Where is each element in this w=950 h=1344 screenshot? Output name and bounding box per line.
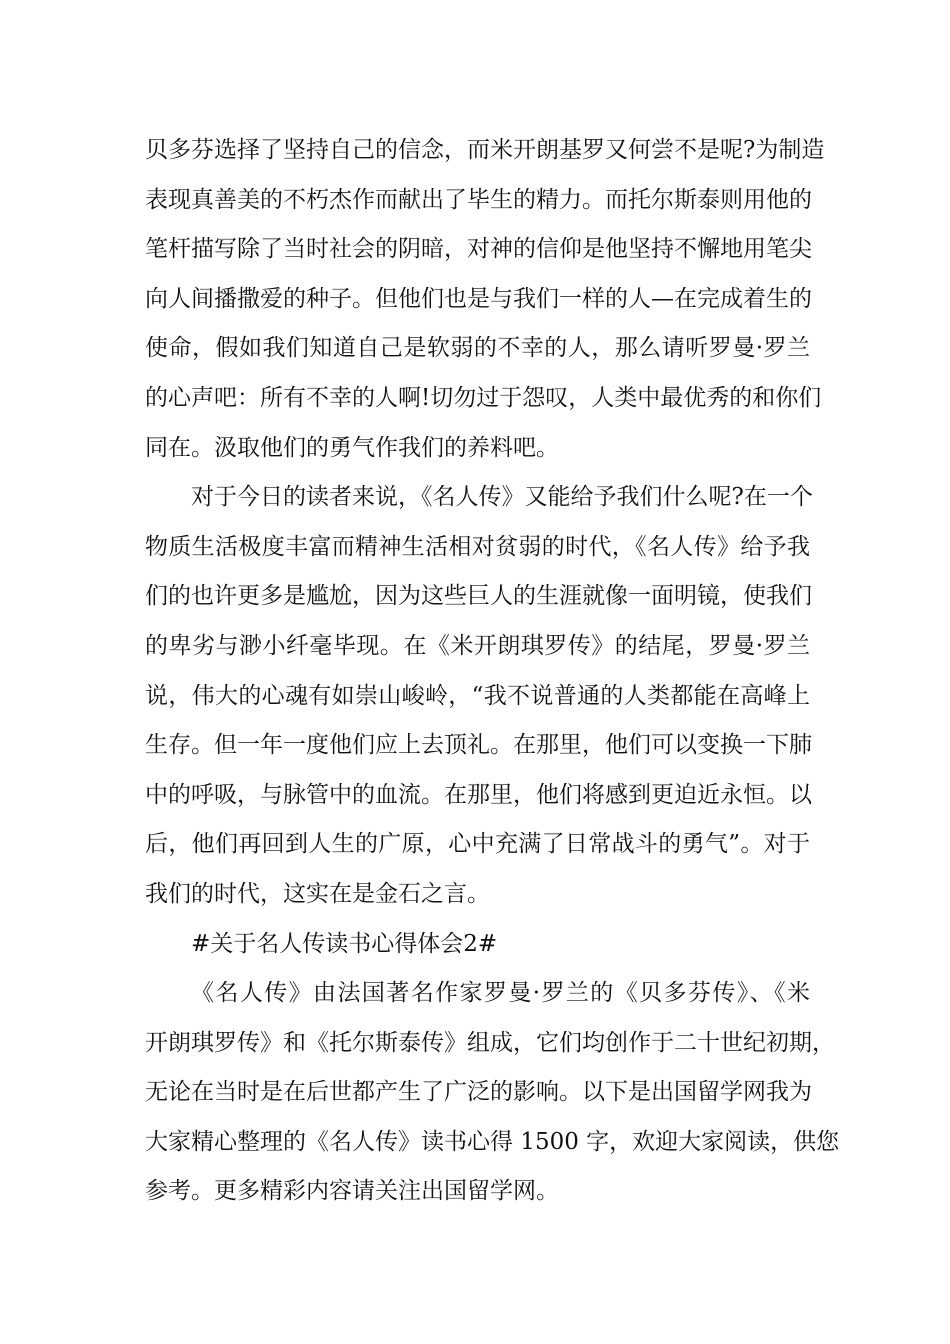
text-line: 的卑劣与渺小纤毫毕现。在《米开朗琪罗传》的结尾，罗曼·罗兰 (145, 632, 810, 659)
text-line: 中的呼吸，与脉管中的血流。在那里，他们将感到更迫近永恒。以 (145, 781, 812, 808)
document-body (145, 126, 840, 1217)
paragraph-3 (145, 969, 840, 1217)
text-line: 向人间播撒爱的种子。但他们也是与我们一样的人—在完成着生的 (145, 285, 812, 312)
text-line: 们的也许更多是尴尬，因为这些巨人的生涯就像一面明镜，使我们 (145, 583, 812, 610)
text-line: 的心声吧：所有不幸的人啊!切勿过于怨叹，人类中最优秀的和你们 (145, 384, 822, 411)
section-heading (145, 920, 810, 970)
text-line: 大家精心整理的《名人传》读书心得 1500 字，欢迎大家阅读，供您 (145, 1128, 840, 1155)
paragraph-1 (145, 126, 825, 473)
text-line: 同在。汲取他们的勇气作我们的养料吧。 (145, 434, 559, 461)
text-line: 生存。但一年一度他们应上去顶礼。在那里，他们可以变换一下肺 (145, 732, 812, 759)
text-line: 后，他们再回到人生的广原，心中充满了日常战斗的勇气”。对于 (145, 831, 810, 858)
text-line: 贝多芬选择了坚持自己的信念，而米开朗基罗又何尝不是呢?为制造 (145, 137, 825, 163)
text-line: 无论在当时是在后世都产生了广泛的影响。以下是出国留学网我为 (145, 1079, 812, 1106)
text-line: 我们的时代，这实在是金石之言。 (145, 880, 490, 907)
text-line: 使命，假如我们知道自己是软弱的不幸的人，那么请听罗曼·罗兰 (145, 335, 810, 362)
text-line: 开朗琪罗传》和《托尔斯泰传》组成，它们均创作于二十世纪初期， (145, 1029, 835, 1056)
text-line: 表现真善美的不朽杰作而献出了毕生的精力。而托尔斯泰则用他的 (145, 186, 812, 213)
text-line: 参考。更多精彩内容请关注出国留学网。 (145, 1178, 559, 1205)
text-line: 物质生活极度丰富而精神生活相对贫弱的时代，《名人传》给予我 (145, 533, 810, 560)
text-line: 《名人传》由法国著名作家罗曼·罗兰的《贝多芬传》、《米 (191, 980, 810, 1007)
text-line: 笔杆描写除了当时社会的阴暗，对神的信仰是他坚持不懈地用笔尖 (145, 236, 812, 263)
text-line: 对于今日的读者来说，《名人传》又能给予我们什么呢?在一个 (191, 484, 813, 511)
heading-line: #关于名人传读书心得体会2# (191, 930, 498, 957)
paragraph-2 (145, 473, 813, 919)
text-line: 说，伟大的心魂有如崇山峻岭，“我不说普通的人类都能在高峰上 (145, 682, 810, 709)
